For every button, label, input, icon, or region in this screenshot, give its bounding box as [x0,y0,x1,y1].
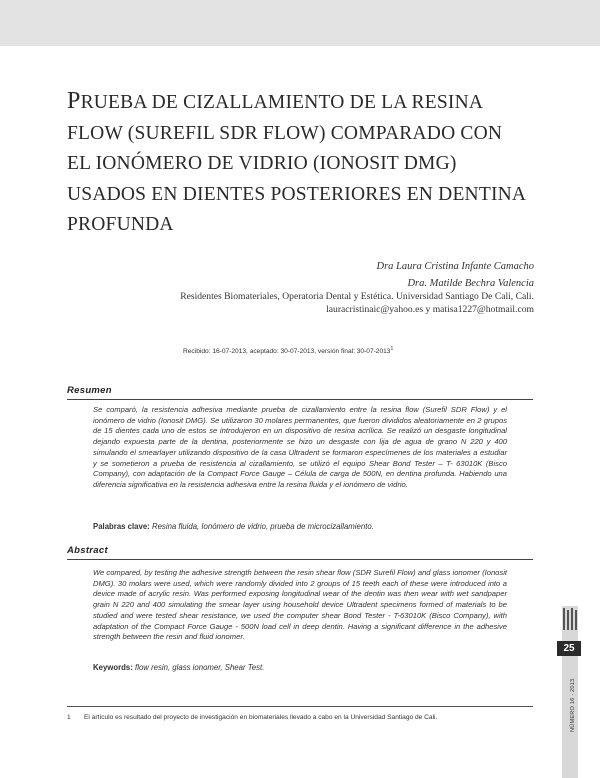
page-number: 25 [557,641,581,656]
dates-footnote-mark: 1 [390,346,394,352]
keywords-label: Keywords: [93,663,133,672]
abstract-keywords [93,663,513,672]
title-line: FLOW (SUREFIL SDR FLOW) COMPARADO CON [67,122,503,144]
issue-text: NÚMERO 16 · 2013 [570,678,576,732]
title-initial: P [67,88,81,114]
resumen-keywords [93,522,513,531]
footnote-text: El artículo es resultado del proyecto de investigación en biomateriales llevado a cabo en la Universidad Santiago de Cali. [84,714,438,721]
resumen-heading: Resumen [67,385,112,396]
publication-dates [183,346,393,355]
abstract-text: We compared, by testing the adhesive strength between the resin shear flow (SDR Surefil Flow) and glass ionomer (Ionosit DMG). 30 molars were used, which were randomly divided into 2 groups of 15 teeth each of these were introduced into a device made of acrylic resin. Was performed exposing longitudinal wear of the dentin was then wear with wet sandpaper grain N 220 and 400 simulating the smear layer using household device Ultradent specimens formed of materials to be studied and were tested shear resistance, we used the computer shear Bond Tester - T-63010K (Bisco Company), with adaptation of the Compact Force Gauge - 500N load cell in deep dentin. Having a significant difference in the adhesive strength between the resin and fluid ionomer. [93,568,507,642]
keywords-value: flow resin, glass ionomer, Shear Test. [135,663,265,672]
issue-label [562,662,578,732]
title-line: PROFUNDA [67,214,174,235]
resumen-rule [67,399,533,400]
footnote [67,714,537,721]
resumen-text: Se comparó, la resistencia adhesiva mediante prueba de cizallamiento entre la resina flow (Surefil SDR Flow) y el ionómero de vidrio (Ionosit DMG). Se utilizaron 30 molares permanentes, que fueron divididos aleatoriamente en 2 grupos de 15 dientes cada uno de estos se introdujeron en un dispositivo de resina acrílica. Se realizó un desgaste longitudinal dejando expuesta parte de la dentina, posteriormente se hizo un desgaste con lija de agua de grano N 220 y 400 simulando el smearlayer utilizando dispositivo de la casa Ultradent se formaron especímenes de los materiales a estudiar y se sometieron a prueba de resistencia al cizallamiento, se utilizó el equipo Shear Bond Tester – T- 63010K (Bisco Company), con adaptación de la Compact Force Gauge – Célula de carga de 500N, en dentina profunda. Habiendo una diferencia significativa en la resistencia adhesiva entre la resina fluida y el ionómero de vidrio. [93,405,507,489]
abstract-rule [67,559,533,560]
title-line: EL IONÓMERO DE VIDRIO (IONOSIT DMG) [67,153,457,174]
author-emails: lauracristinaic@yahoo.es y matisa1227@hotmail.com [326,303,534,315]
journal-logo-icon [560,604,582,634]
title-line: USADOS EN DIENTES POSTERIORES EN DENTINA [67,183,527,205]
abstract-heading: Abstract [67,545,108,556]
author-name: Dra Laura Cristina Infante Camacho [376,261,534,272]
footnote-number: 1 [67,714,71,721]
affiliation-block [180,291,534,316]
affiliation: Residentes Biomateriales, Operatoria Dental y Estética. Universidad Santiago De Cali, Cali. [180,291,534,302]
dates-text: Recibido: 16-07-2013, aceptado: 30-07-2013, versión final: 30-07-2013 [183,348,391,356]
author-list [376,258,534,292]
header-band [0,0,600,46]
footnote-rule [67,706,533,707]
author-name: Dra. Matilde Bechra Valencia [407,278,534,289]
title-line: PRUEBA DE CIZALLAMIENTO DE LA RESINA [67,88,484,114]
keywords-label: Palabras clave: [93,522,150,531]
article-title [67,86,537,241]
keywords-value: Resina fluida, Ionómero de vidrio, prueba de microcizallamiento. [151,522,374,531]
